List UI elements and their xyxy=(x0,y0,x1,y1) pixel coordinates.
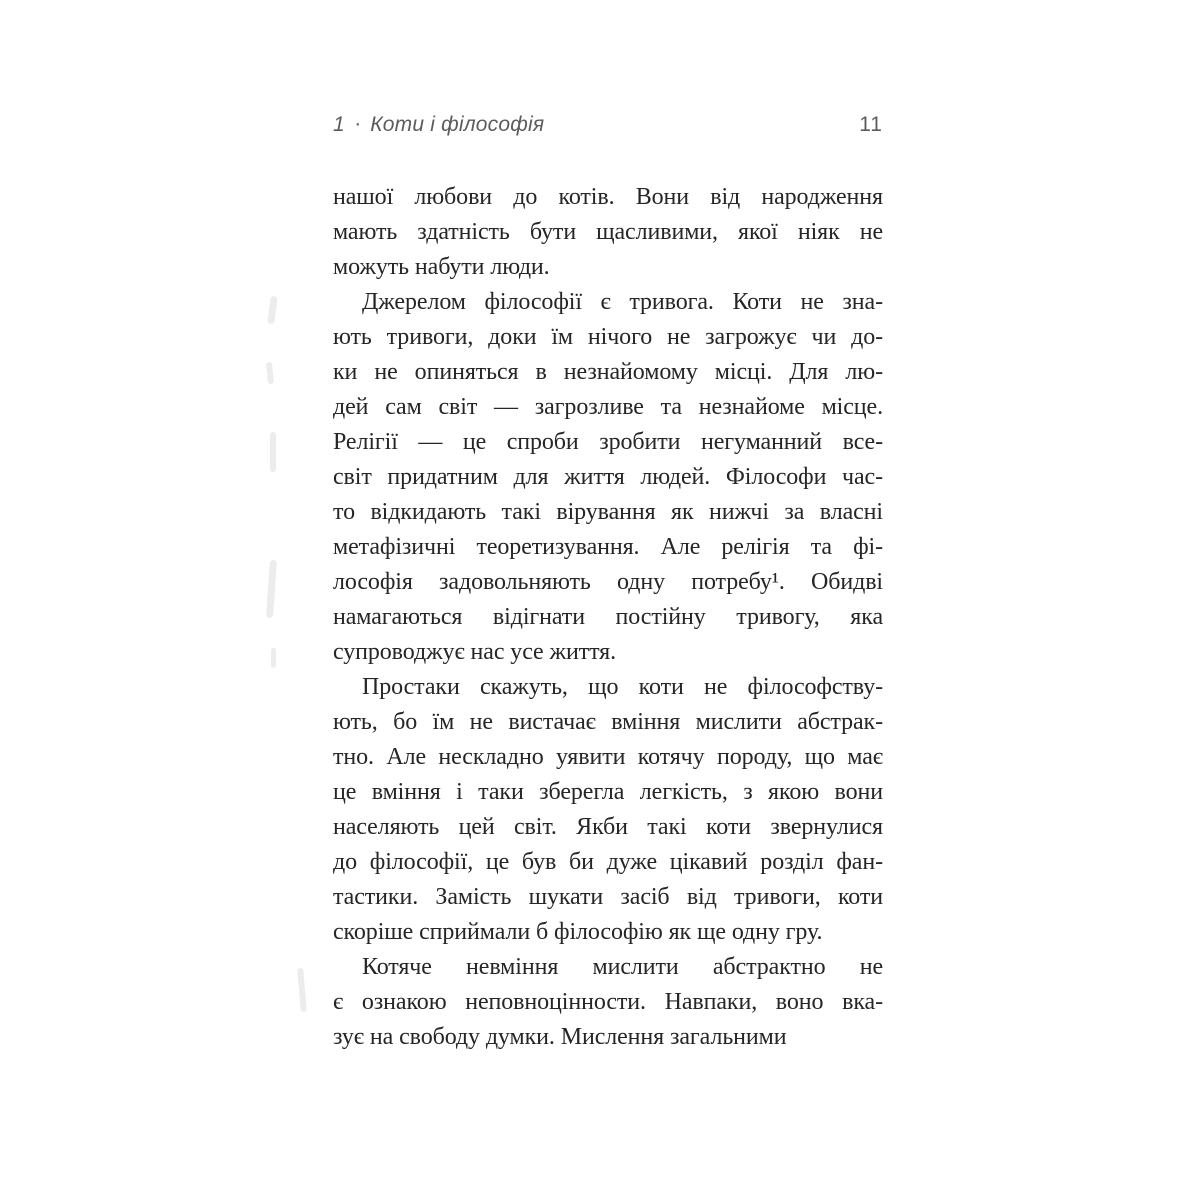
text-line: Простаки скажуть, що коти не філософству- xyxy=(362,674,883,700)
chapter-separator-dot: · xyxy=(354,112,362,135)
text-line: тно. Але нескладно уявити котячу породу, що має xyxy=(333,744,883,770)
text-line: є ознакою неповноцінности. Навпаки, воно вка- xyxy=(333,989,883,1015)
text-line: до філософії, це був би дуже цікавий розділ фан- xyxy=(333,849,883,875)
chapter-heading xyxy=(333,112,544,138)
text-line: світ придатним для життя людей. Філософи час- xyxy=(333,464,883,490)
scan-mark xyxy=(270,432,276,472)
text-line: скоріше сприймали б філософію як ще одну гру. xyxy=(333,919,823,945)
scan-mark xyxy=(297,968,307,1012)
text-line: ють, бо їм не вистачає вміння мислити абстрак- xyxy=(333,709,883,735)
paragraph xyxy=(333,670,883,950)
text-line: мають здатність бути щасливими, якої ніяк не xyxy=(333,219,883,245)
text-line: ють тривоги, доки їм нічого не загрожує чи до- xyxy=(333,324,883,350)
text-line: зує на свободу думки. Мислення загальними xyxy=(333,1024,787,1050)
paragraph xyxy=(333,285,883,670)
chapter-title: Коти і філософія xyxy=(370,113,545,136)
body-text xyxy=(333,180,883,1055)
scan-mark xyxy=(267,296,278,325)
text-line: дей сам світ — загрозливе та незнайоме місце. xyxy=(333,394,883,420)
scan-mark xyxy=(266,560,277,618)
text-line: метафізичні теоретизування. Але релігія та фі- xyxy=(333,534,883,560)
text-line: це вміння і таки зберегла легкість, з якою вони xyxy=(333,779,883,805)
paragraph xyxy=(333,180,883,285)
text-line: можуть набути люди. xyxy=(333,254,550,280)
text-line: тастики. Замість шукати засіб від тривоги, коти xyxy=(333,884,883,910)
text-line: Джерелом філософії є тривога. Коти не зна- xyxy=(362,289,883,315)
chapter-number: 1 xyxy=(333,113,346,136)
text-line: Котяче невміння мислити абстрактно не xyxy=(362,954,883,980)
running-header xyxy=(333,112,883,138)
scan-mark xyxy=(266,362,274,385)
paragraph xyxy=(333,950,883,1055)
text-line: супроводжує нас усе життя. xyxy=(333,639,617,665)
text-line: намагаються відігнати постійну тривогу, яка xyxy=(333,604,883,630)
scan-mark xyxy=(271,648,276,668)
text-line: Релігії — це спроби зробити негуманний все- xyxy=(333,429,883,455)
page-number: 11 xyxy=(859,113,883,136)
text-line: лософія задовольняють одну потребу¹. Обидві xyxy=(333,569,883,595)
text-line: нашої любови до котів. Вони від народження xyxy=(333,184,883,210)
text-line: то відкидають такі вірування як нижчі за власні xyxy=(333,499,883,525)
text-line: населяють цей світ. Якби такі коти звернулися xyxy=(333,814,883,840)
text-line: ки не опиняться в незнайомому місці. Для лю- xyxy=(333,359,883,385)
